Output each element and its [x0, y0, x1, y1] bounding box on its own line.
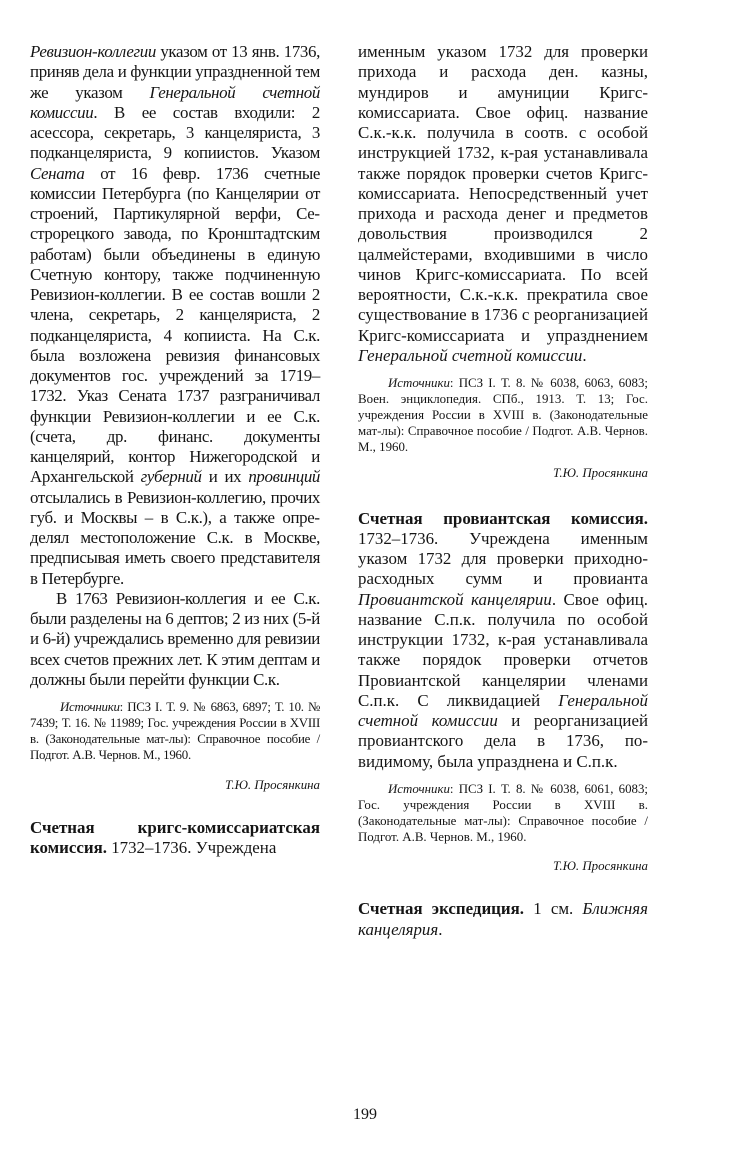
entry-revision-office-paragraph-1: Ревизион-коллегии указом от 13 янв. 1736, приняв дела и функции упраздненной тем же указом Генеральной счетной комиссии. В ее состав входили: 2 асессора, секретарь, 3 канцеляриста, 3 подканцеляриста, 9 копиистов. Указом Сената от 16 февр. 1736 счетные комиссии Петербурга (по Канцелярии от строений, Партикулярной верфи, Сестрорецкого завода, по Кронштадтским работам) были объединены в единую Счетную контору, также подчиненную Ревизион-коллегии. В ее состав вошли 2 члена, секретарь, 2 канцеляриста, 2 подканцеляриста, 4 копииста. На С.к. была возложена ревизия финансовых документов гос. учреждений за 1719–1732. Указ Сената 1737 разграничивал функции Ревизион-коллегии и ее С.к. (счета, др. финанс. документы канцелярий, контор Нижегородской и Архангельской губерний и их провинций отсылались в Ревизион-коллегию, прочих губ. и Москвы – в С.к.), а также определял местоположение С.к. в Москве, предписывая иметь своего представителя в Петербурге. — [30, 42, 321, 588]
entry-revision-office-paragraph-2: В 1763 Ревизион-коллегия и ее С.к. были разделены на 6 дептов; 2 из них (5-й и 6-й) учреждались временно для ревизии всех счетов прежних лет. К этим дептам и должны были перейти функции С.к. — [30, 588, 320, 689]
left-column — [30, 42, 320, 858]
entry-provisions-commission: Счетная провиантская комиссия. 1732–1736. Учреждена именным указом 1732 для проверки приходно-расходных сумм и провианта Провиантской канцелярии. Свое офиц. название С.п.к. получила по особой инструкции 1732, к-рая устанавливала также порядок проверки отчетов Провиантской канцелярии членами С.п.к. С ликвидацией Генеральной счетной комиссии и реорганизацией провиантского дела в 1736, по-видимому, была упразднена и С.п.к. — [358, 508, 648, 771]
page-number: 199 — [353, 1106, 377, 1123]
entry-krigs-commission-continued: именным указом 1732 для проверки прихода и расхода ден. казны, мундиров и амуниции Кригс-комиссариата. Свое офиц. название С.к.-к.к. получила в соотв. с особой инструкцией 1732, к-рая устанавливала также порядок проверки счетов Кригс-комиссариата. Непосредственный учет прихода и расхода денег и предметов довольствия производился 2 цалмейстерами, входившими в число чинов Кригс-комиссариата. По всей вероятности, С.к.-к.к. прекратила свое существование в 1736 с реорганизацией Кригс-комиссариата и упразднением Генеральной счетной комиссии. — [358, 42, 648, 365]
right-column — [358, 42, 648, 940]
entry-krigs-commission-heading: Счетная кригс-комиссариатская комиссия. 1732–1736. Учреждена — [30, 817, 320, 857]
entry-krigs-commission-author: Т.Ю. Просянкина — [553, 465, 648, 480]
entry-krigs-commission-sources: Источники: ПСЗ I. Т. 8. № 6038, 6063, 6083; Воен. энциклопедия. СПб., 1913. Т. 13; Гос. учреждения России в XVIII в. (Законодательные мат-лы): Справочное пособие / Подгот. А.В. Чернов. М., 1960. — [358, 376, 648, 454]
entry-accounting-expedition: Счетная экспедиция. 1 см. Ближняя канцелярия. — [358, 899, 648, 939]
entry-provisions-commission-author: Т.Ю. Просянкина — [553, 859, 648, 874]
entry-revision-office-author: Т.Ю. Просянкина — [225, 777, 320, 792]
entry-provisions-commission-sources: Источники: ПСЗ I. Т. 8. № 6038, 6061, 6083; Гос. учреждения России в XVIII в. (Законодательные мат-лы): Справочное пособие / Подгот. А.В. Чернов. М., 1960. — [358, 781, 648, 844]
entry-revision-office-sources: Источники: ПСЗ I. Т. 9. № 6863, 6897; Т. 10. № 7439; Т. 16. № 11989; Гос. учреждения России в XVIII в. (Законодательные мат-лы): Справочное пособие / Подгот. А.В. Чернов. М., 1960. — [30, 700, 320, 762]
